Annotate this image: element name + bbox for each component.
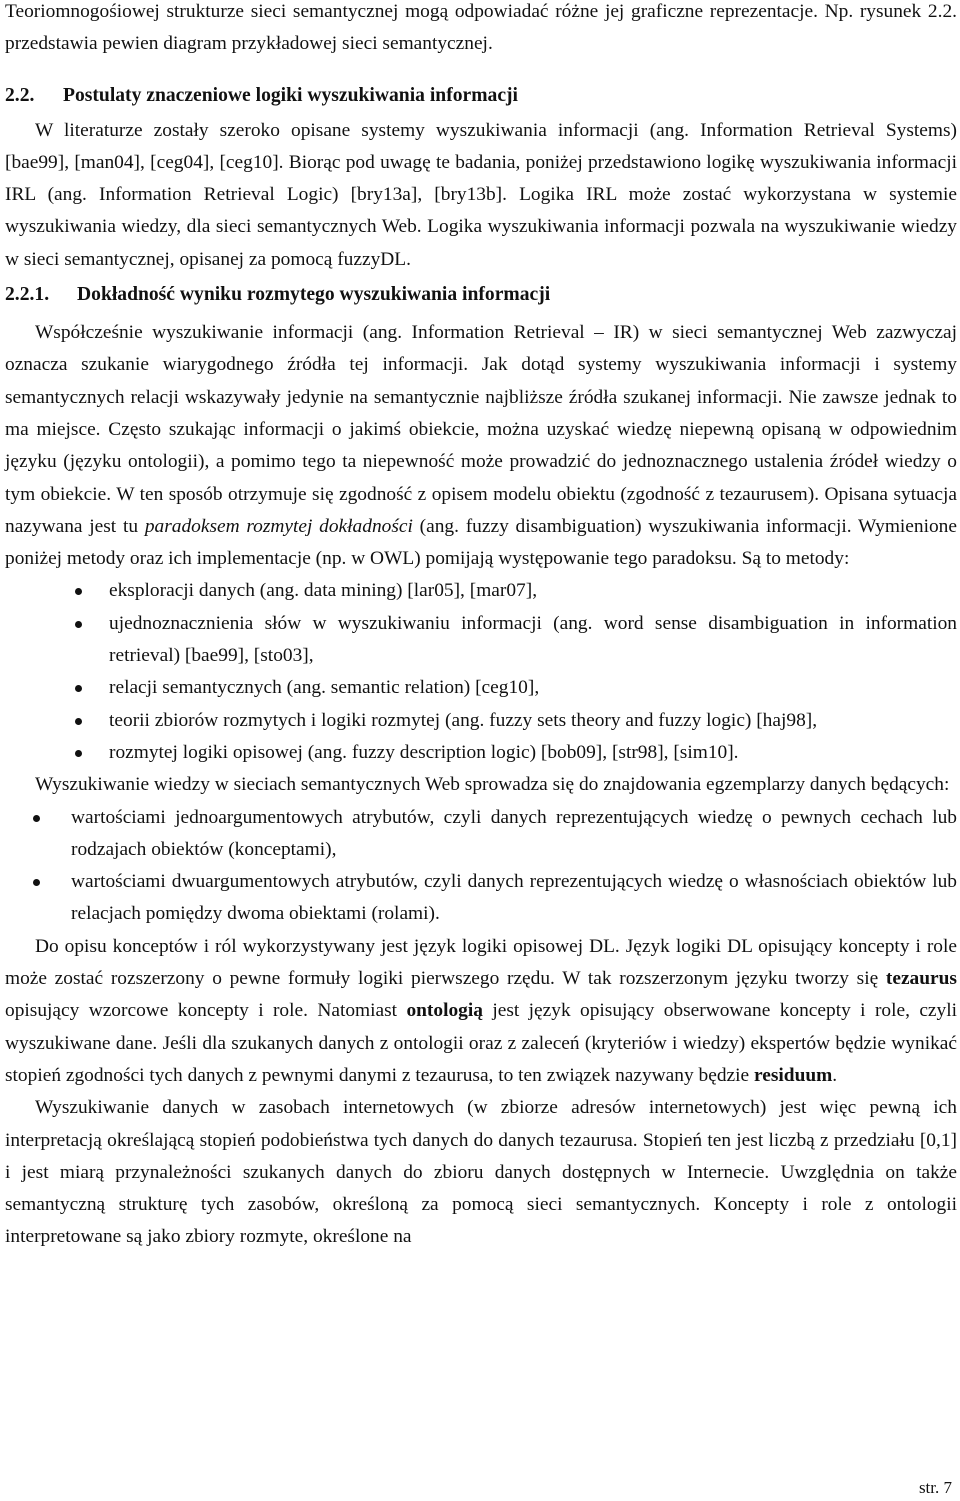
list-item: wartościami jednoargumentowych atrybutów, czyli danych reprezentujących wiedzę o pewnych cechach lub rodzajach obiektów (konceptami), [5, 802, 957, 867]
list-item: relacji semantycznych (ang. semantic relation) [ceg10], [5, 672, 957, 704]
intro-paragraph [5, 317, 957, 575]
search-paragraph: Wyszukiwanie wiedzy w sieciach semantycznych Web sprowadza się do znajdowania egzemplarzy danych będących: [35, 774, 950, 796]
term-tezaurus: tezaurus [885, 968, 957, 990]
bullet-icon [75, 718, 82, 725]
bullet-icon [33, 815, 40, 822]
subsection-title: Dokładność wyniku rozmytego wyszukiwania informacji [77, 284, 551, 306]
bullet-icon [75, 621, 82, 628]
bullet-icon [75, 588, 82, 595]
list-item: wartościami dwuargumentowych atrybutów, czyli danych reprezentujących wiedzę o własnościach obiektów lub relacjach pomiędzy dwoma obiektami (rolami). [5, 866, 957, 931]
attributes-list [5, 802, 957, 931]
internet-paragraph: Wyszukiwanie danych w zasobach internetowych (w zbiorze adresów internetowych) jest więc pewną ich interpretacją określającą stopień podobieństwa tych danych do danych tezaurusa. Stopień ten jest liczbą z przedziału [0,1] i jest miarą przynależności szukanych danych do zbioru danych dostępnych w Internecie. Uwzględnia on także semantyczną strukturę tych zasobów, określoną za pomocą sieci semantycznych. Koncepty i role z ontologii interpretowane są jako zbiory rozmyte, określone na [5, 1097, 957, 1248]
section-number: 2.2. [5, 84, 35, 106]
methods-list [5, 575, 957, 769]
subsection-number: 2.2.1. [5, 284, 50, 306]
intro-text-end: (ang. fuzzy disambiguation) wyszukiwania informacji. Wymienione poniżej metody oraz ich implementacje (np. w OWL) pomijają występowanie tego paradoksu. Są to metody: [5, 515, 957, 570]
list-item: ujednoznacznienia słów w wyszukiwaniu informacji (ang. word sense disambiguation in information retrieval) [bae99], [sto03], [5, 608, 957, 673]
term-ontologia: ontologią [406, 1000, 483, 1022]
list-item: eksploracji danych (ang. data mining) [lar05], [mar07], [5, 575, 957, 607]
bullet-icon [75, 685, 82, 692]
intro-text-start: Współcześnie wyszukiwanie informacji (ang. Information Retrieval – IR) w sieci semantycznej Web zazwyczaj oznacza szukanie wiarygodnego źródła tej informacji. Jak dotąd systemy wyszukiwania informacji i systemy semantycznych relacji wskazywały jedynie na semantycznie najbliższe źródła szukanej informacji. Nie zawsze jednak to ma miejsce. Często szukając informacji o jakimś obiekcie, można uzyskać wiedzę niepewną opisaną w odpowiednim języku (języku ontologii), a pomimo tego ta niepewność może prowadzić do jednoznacznego ustalenia źródeł wiedzy o tym obiekcie. W ten sposób otrzymuje się zgodność z opisem modelu obiektu (zgodność z tezaurusem). Opisana sytuacja nazywana jest tu [5, 322, 957, 537]
list-item: teorii zbiorów rozmytych i logiki rozmytej (ang. fuzzy sets theory and fuzzy logic) [haj98], [5, 705, 957, 737]
page-number: str. 7 [918, 1478, 952, 1497]
intro-italic-term: paradoksem rozmytej dokładności [144, 515, 413, 537]
section-heading [5, 80, 957, 112]
term-residuum: residuum [753, 1064, 833, 1086]
section-title: Postulaty znaczeniowe logiki wyszukiwania informacji [63, 84, 518, 106]
bullet-icon [33, 879, 40, 886]
subsection-heading [5, 279, 957, 311]
top-paragraph: Teoriomnogośiowej strukturze sieci semantycznej mogą odpowiadać różne jej graficzne reprezentacje. Np. rysunek 2.2. przedstawia pewien diagram przykładowej sieci semantycznej. [5, 1, 957, 55]
section-paragraph: W literaturze zostały szeroko opisane systemy wyszukiwania informacji (ang. Information Retrieval Systems) [bae99], [man04], [ceg04], [ceg10]. Biorąc pod uwagę te badania, poniżej przedstawiono logikę wyszukiwania informacji IRL (ang. Information Retrieval Logic) [bry13a], [bry13b]. Logika IRL może zostać wykorzystana w systemie wyszukiwania wiedzy, dla sieci semantycznych Web. Logika wyszukiwania informacji pozwala na wyszukiwanie wiedzy w sieci semantycznej, opisanej za pomocą fuzzyDL. [5, 119, 957, 270]
dl-paragraph: Do opisu konceptów i ról wykorzystywany jest język logiki opisowej DL. Język logiki DL opisujący koncepty i role może zostać rozszerzony o pewne formuły logiki pierwszego rzędu. W tak rozszerzonym języku tworzy się tezaurus opisujący wzorcowe koncepty i role. Natomiast ontologią jest język opisujący obserwowane koncepty i role, czyli wyszukiwane dane. Jeśli dla szukanych danych z ontologii oraz z zaleceń (kryteriów i wiedzy) ekspertów będzie wynikać stopień zgodności tych danych z pewnymi danymi z tezaurusa, to ten związek nazywany będzie residuum. [5, 935, 957, 1086]
bullet-icon [75, 750, 82, 757]
list-item: rozmytej logiki opisowej (ang. fuzzy description logic) [bob09], [str98], [sim10]. [5, 737, 957, 769]
document-page [5, 0, 957, 1254]
